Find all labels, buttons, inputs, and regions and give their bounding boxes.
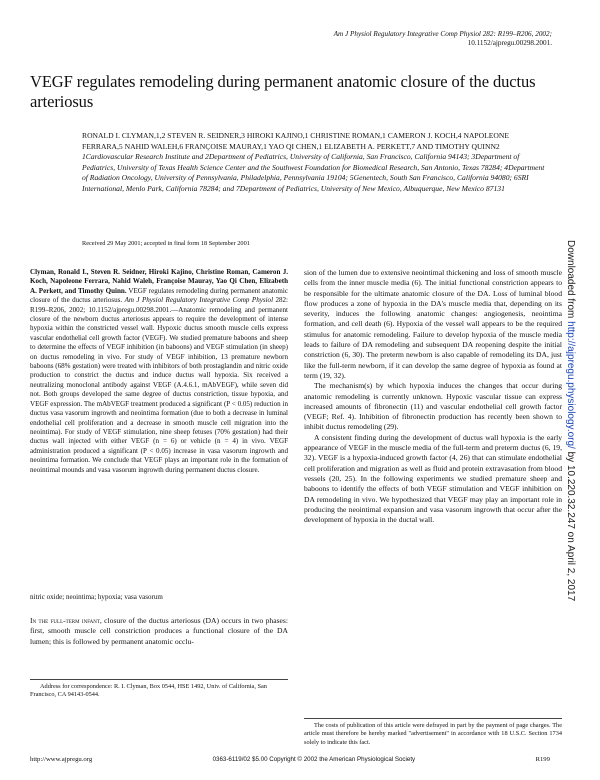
doi-line: 10.1152/ajpregu.00298.2001. [467,39,552,47]
article-title: VEGF regulates remodeling during permanent anatomic closure of the ductus arteriosus [30,72,536,111]
intro-lead: In the full-term infant, [30,616,102,625]
intro-text: closure of the ductus arteriosus (DA) occurs in two phases: first, smooth muscle cell constriction produces a functional closure of the DA lumen; this is followed by permanent anatomic occlu- [30,616,288,646]
footer-copyright: 0363-6119/02 $5.00 Copyright © 2002 the American Physiological Society [212,756,416,763]
abstract-citation: 282: R199–R206, 2002; 10.1152/ajpregu.00298.2001.— [30,296,288,314]
received-dates: Received 29 May 2001; accepted in final form 18 September 2001 [82,240,250,247]
journal-site-link[interactable]: http://ajpregu.physiology.org/ [565,321,576,449]
footnote-divider [30,679,288,680]
page-number: R199 [535,756,550,763]
abstract-title: VEGF regulates remodeling during permanent anatomic closure of the ductus arteriosus. [30,286,288,305]
abstract-authors: Clyman, Ronald I., Steven R. Seidner, Hiroki Kajino, Christine Roman, Cameron J. Koch, Napoleone Ferrara, Nahid Waleh, Françoise Mauray, Yao Qi Chen, Elizabeth A. Perkett, and Timothy Quinn. [30,268,288,295]
abstract-body: Anatomic remodeling and permanent closure of the newborn ductus arteriosus appears to require the development of intense hypoxia within the constricted vessel wall. Hypoxic ductus smooth muscle cells express vascular endothelial cell growth factor (VEGF). We studied premature baboons and sheep to determine the effects of VEGF inhibition (in baboons) and VEGF stimulation (in sheep) on ductus remodeling in vivo. For study of VEGF inhibition, 13 premature newborn baboons (68% gestation) were treated with inhibitors of both prostaglandin and nitric oxide production to constrict the ductus and induce ductus wall hypoxia. Six received a neutralizing monoclonal antibody against VEGF (A.4.6.1, mAbVEGF), while seven did not. Both groups developed the same degree of ductus constriction, tissue hypoxia, and VEGF expression. The mAbVEGF treatment produced a significant (P < 0.05) reduction in ductus vasa vasorum ingrowth and neointima formation (due to both a decrease in luminal endothelial cell proliferation and a decrease in smooth muscle cell migration into the neointima). For study of VEGF stimulation, nine sheep fetuses (70% gestation) had their ductus wall injected with either VEGF (n = 6) or vehicle (n = 4) in vivo. VEGF administration produced a significant (P < 0.05) increase in vasa vasorum ingrowth and neointima formation. We conclude that VEGF plays an important role in the formation of neointimal mounds and vasa vasorum ingrowth during permanent ductus closure. [30,305,288,474]
banner-prefix: Downloaded from [565,240,576,322]
page-footer [30,756,550,763]
journal-header [252,30,552,48]
paragraph: sion of the lumen due to extensive neointimal thickening and loss of smooth muscle cells from the inner muscle media (6). The initial functional constriction appears to be responsible for the ultimate anatomic closure of the DA. Loss of luminal blood flow produces a zone of hypoxia in the DA's muscle media that, depending on its severity, induces the following anatomic changes: angiogenesis, neointima formation, and cell death (6). Hypoxia of the vessel wall appears to be the required stimulus for anatomic remodeling. Failure to develop hypoxia of the muscle media leads to failure of DA remodeling and subsequent DA reopening despite the initial constriction (6, 30). The preterm newborn is also capable of remodeling its DA, just like the full-term newborn, if it can develop the same degree of hypoxia as found at term (19, 32). [304,268,562,380]
journal-citation: Am J Physiol Regulatory Integrative Comp Physiol 282: R199–R206, 2002; [333,30,552,38]
author-list: RONALD I. CLYMAN,1,2 STEVEN R. SEIDNER,3 HIROKI KAJINO,1 CHRISTINE ROMAN,1 CAMERON J. KOCH,4 NAPOLEONE FERRARA,5 NAHID WALEH,6 FRANÇOISE MAURAY,1 YAO QI CHEN,1 ELIZABETH A. PERKETT,7 AND TIMOTHY QUINN2 [82,131,510,151]
abstract-journal: Am J Physiol Regulatory Integrative Comp Physiol [124,296,274,305]
paragraph: A consistent finding during the development of ductus wall hypoxia is the early appearance of VEGF in the muscle media of the full-term and preterm ductus (6, 19, 32). VEGF is a hypoxia-induced growth factor (4, 26) that can stimulate endothelial cell proliferation and migration as well as fluid and protein extravasation from blood vessels (20, 25). In the following experiments we studied premature sheep and baboons to identify the effects of both VEGF stimulation and VEGF inhibition on DA remodeling in vivo. We hypothesized that VEGF may play an important role in producing the neointimal expansion and vasa vasorum ingrowth that occur after the development of hypoxia in the ductal wall. [304,432,562,525]
footnote-divider [304,718,562,719]
abstract [30,268,288,475]
right-column [304,268,562,525]
affiliations: 1Cardiovascular Research Institute and 2Department of Pediatrics, University of California, San Francisco, California 94143; 3Department of Pediatrics, University of Texas Health Science Center and the Southwest Foundation for Biomedical Research, San Antonio, Texas 78284; 4Department of Radiation Oncology, University of Pennsylvania, Philadelphia, Pennsylvania 19104; 5Genentech, South San Francisco, California 94080; 6SRI International, Menlo Park, California 78284; and 7Department of Pediatrics, University of New Mexico, Albuquerque, New Mexico 87131 [82,152,545,193]
author-block [82,131,550,195]
introduction-start [30,616,288,647]
keywords: nitric oxide; neointima; hypoxia; vasa vasorum [30,593,163,601]
publication-costs-note: The costs of publication of this article were defrayed in part by the payment of page charges. The article must therefore be hereby marked "advertisement" in accordance with 18 U.S.C. Section 1734 solely to indicate this fact. [304,722,562,746]
paragraph: The mechanism(s) by which hypoxia induces the changes that occur during anatomic remodeling is currently unknown. Hypoxic vascular tissue can express increased amounts of fibronectin (11) and vascular endothelial cell growth factor (VEGF; Ref. 4). Inhibition of fibronectin production has recently been shown to inhibit ductus remodeling (29). [304,381,562,432]
footer-url[interactable]: http://www.ajpregu.org [30,756,93,763]
correspondence-address: Address for correspondence: R. I. Clyman, Box 0544, HSE 1492, Univ. of California, San Francisco, CA 94143-0544. [30,683,267,699]
banner-suffix: by 10.220.32.247 on April 2, 2017 [565,448,576,602]
